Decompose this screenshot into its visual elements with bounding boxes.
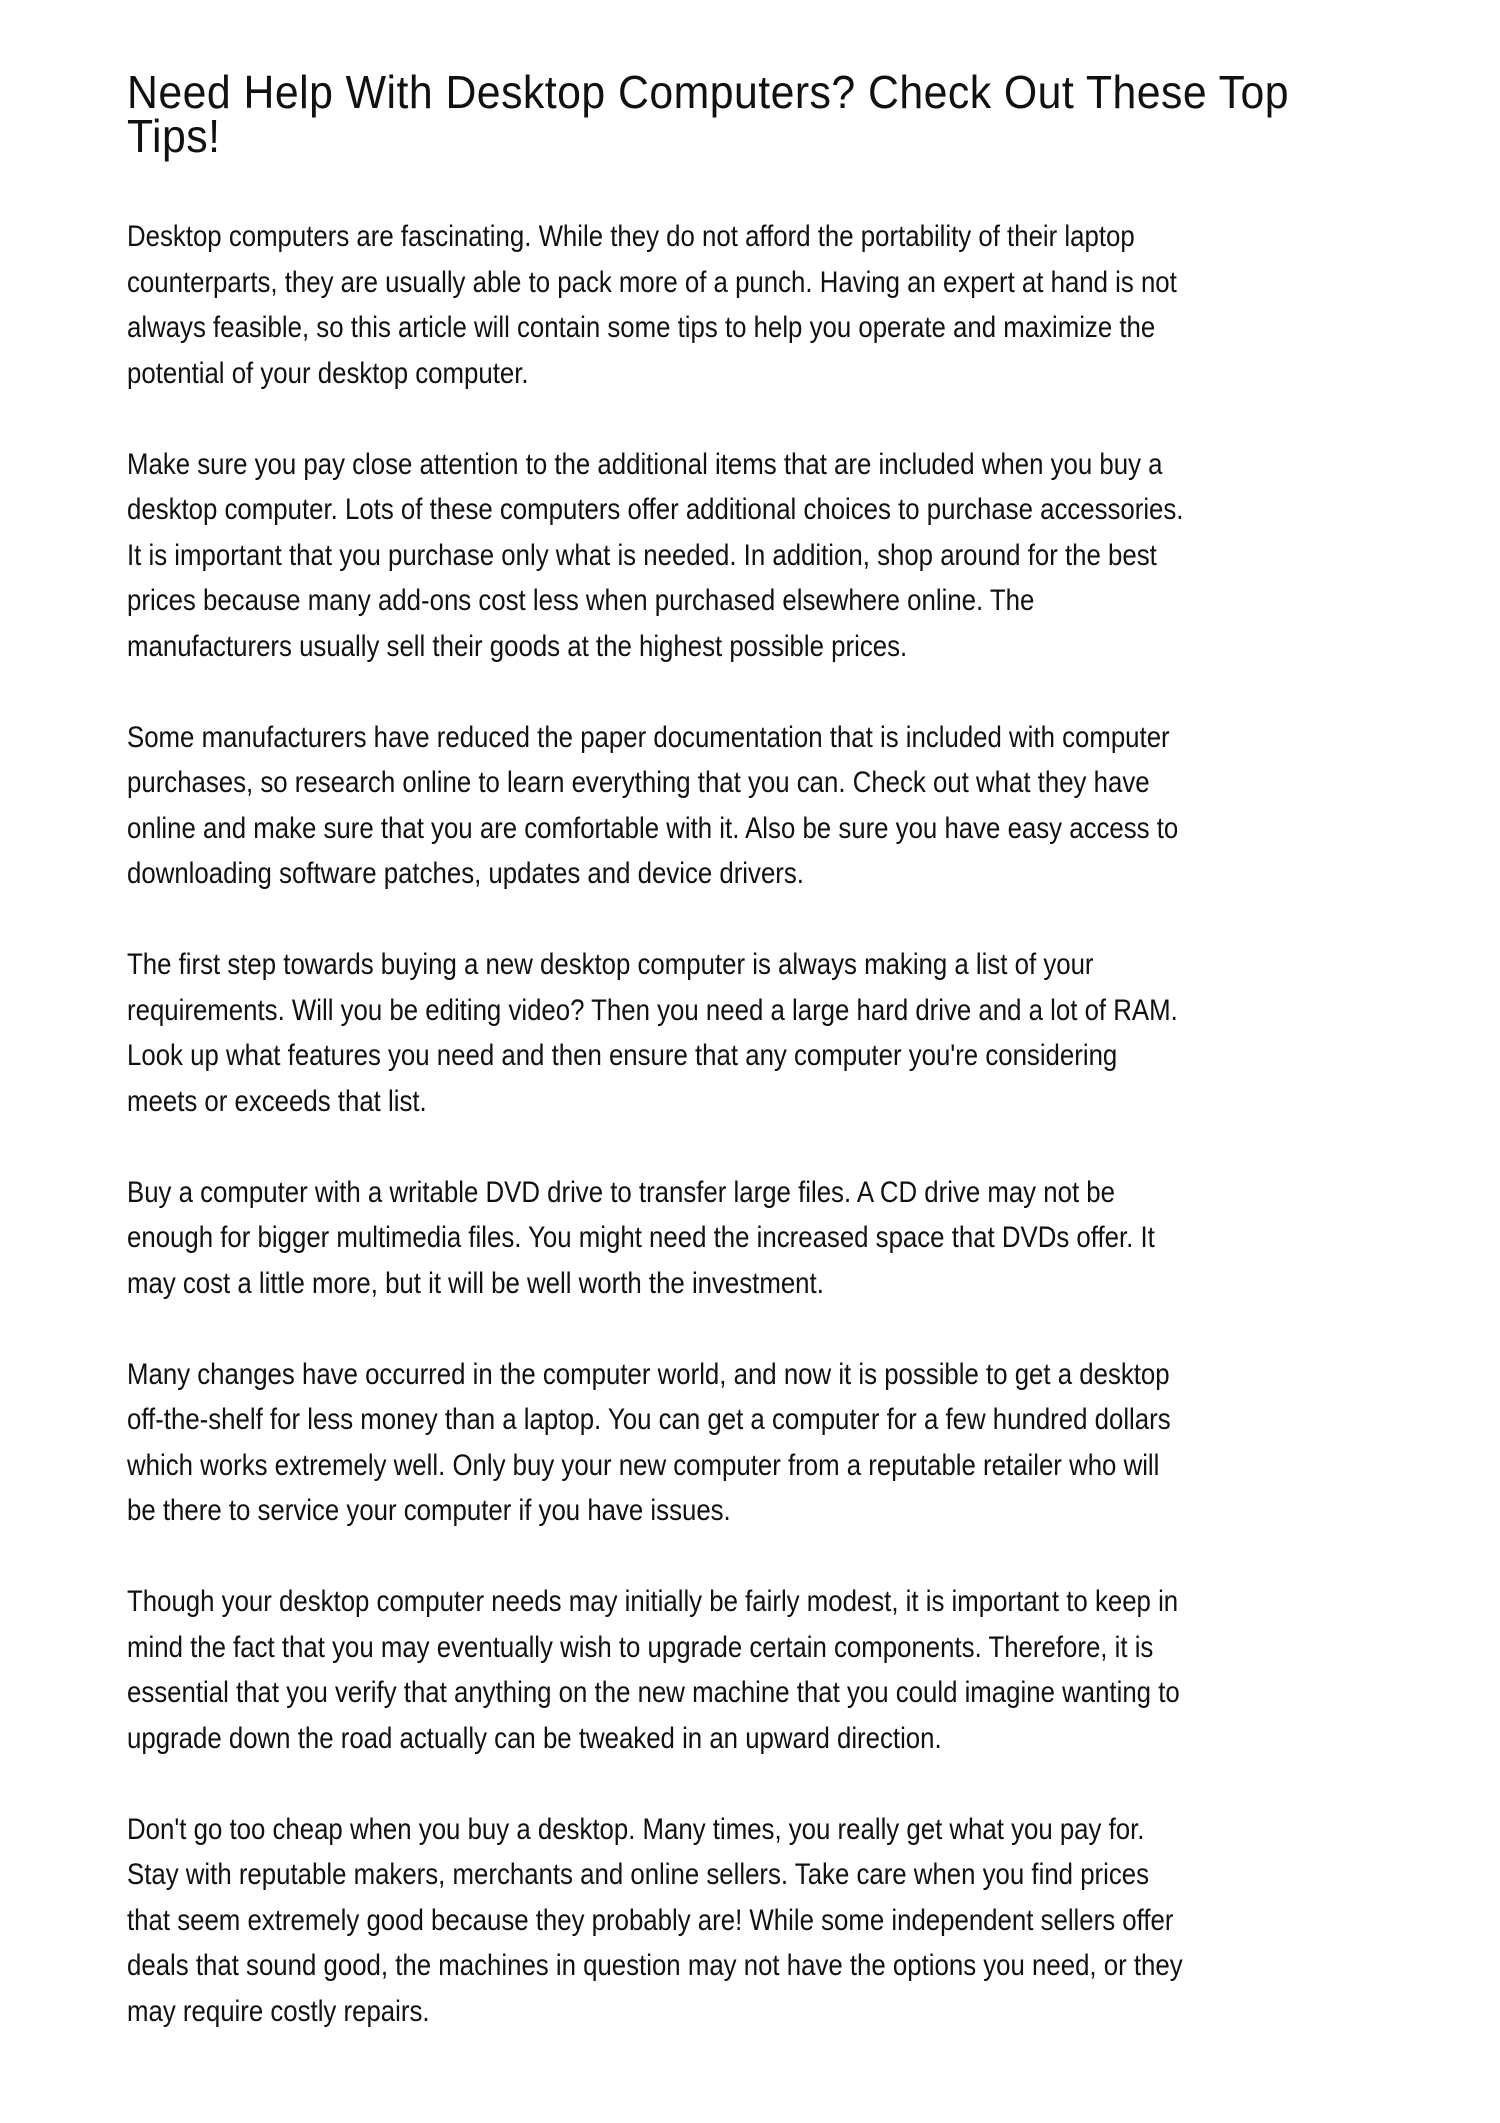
paragraph-line: Many changes have occurred in the computer world, and now it is possible to get a desktop	[127, 1357, 1170, 1391]
paragraph-line: enough for bigger multimedia files. You might need the increased space that DVDs offer. It	[127, 1221, 1155, 1254]
paragraph-line: prices because many add-ons cost less when purchased elsewhere online. The	[127, 584, 1035, 617]
paragraph-line: always feasible, so this article will contain some tips to help you operate and maximize the	[127, 311, 1156, 344]
paragraph-line: be there to service your computer if you have issues.	[127, 1494, 731, 1527]
paragraph	[127, 214, 1427, 396]
paragraph-line: Some manufacturers have reduced the paper documentation that is included with computer	[127, 720, 1170, 754]
paragraph-line: upgrade down the road actually can be tweaked in an upward direction.	[127, 1721, 942, 1755]
paragraph-line: off-the-shelf for less money than a laptop. You can get a computer for a few hundred dollars	[127, 1403, 1171, 1436]
paragraph-line: essential that you verify that anything on the new machine that you could imagine wanting to	[127, 1676, 1180, 1709]
paragraph-line: Though your desktop computer needs may initially be fairly modest, it is important to keep in	[127, 1585, 1179, 1618]
paragraph-line: The first step towards buying a new desktop computer is always making a list of your	[127, 948, 1094, 981]
paragraph-line: may require costly repairs.	[127, 1994, 430, 2028]
paragraph	[127, 1170, 1427, 1307]
paragraph-line: requirements. Will you be editing video? Then you need a large hard drive and a lot of RAM.	[127, 993, 1178, 1027]
paragraph-line: mind the fact that you may eventually wish to upgrade certain components. Therefore, it is	[127, 1630, 1154, 1664]
paragraph	[127, 1579, 1427, 1761]
paragraph-line: which works extremely well. Only buy your new computer from a reputable retailer who will	[127, 1448, 1160, 1482]
paragraph-line: manufacturers usually sell their goods at the highest possible prices.	[127, 629, 908, 663]
paragraph-line: Make sure you pay close attention to the additional items that are included when you buy a	[127, 447, 1163, 481]
paragraph-line: Stay with reputable makers, merchants and online sellers. Take care when you find prices	[127, 1858, 1150, 1891]
paragraph-line: that seem extremely good because they probably are! While some independent sellers offer	[127, 1903, 1174, 1937]
paragraph	[127, 1352, 1427, 1534]
paragraph-line: desktop computer. Lots of these computers offer additional choices to purchase accessories.	[127, 493, 1184, 526]
title-line: Tips!	[127, 110, 221, 162]
paragraph-line: deals that sound good, the machines in question may not have the options you need, or they	[127, 1949, 1183, 1982]
paragraph-line: Don't go too cheap when you buy a desktop. Many times, you really get what you pay for.	[127, 1812, 1145, 1846]
paragraph	[127, 442, 1427, 670]
paragraph	[127, 715, 1427, 897]
paragraph-line: potential of your desktop computer.	[127, 356, 529, 390]
article-body	[127, 214, 1427, 2080]
paragraph-line: Look up what features you need and then ensure that any computer you're considering	[127, 1039, 1118, 1072]
paragraph-line: It is important that you purchase only what is needed. In addition, shop around for the best	[127, 538, 1157, 572]
paragraph-line: online and make sure that you are comfortable with it. Also be sure you have easy access to	[127, 811, 1179, 845]
title-line: Need Help With Desktop Computers? Check Out These Top	[127, 66, 1290, 118]
paragraph-line: counterparts, they are usually able to pack more of a punch. Having an expert at hand is not	[127, 265, 1177, 299]
paragraph	[127, 942, 1427, 1124]
paragraph-line: Buy a computer with a writable DVD drive to transfer large files. A CD drive may not be	[127, 1175, 1115, 1209]
paragraph-line: may cost a little more, but it will be well worth the investment.	[127, 1266, 824, 1300]
paragraph-line: downloading software patches, updates and device drivers.	[127, 857, 804, 890]
paragraph-line: purchases, so research online to learn everything that you can. Check out what they have	[127, 766, 1150, 799]
article-title	[127, 66, 1377, 162]
paragraph-line: Desktop computers are fascinating. While they do not afford the portability of their laptop	[127, 220, 1135, 253]
paragraph-line: meets or exceeds that list.	[127, 1084, 427, 1118]
paragraph	[127, 1807, 1427, 2035]
